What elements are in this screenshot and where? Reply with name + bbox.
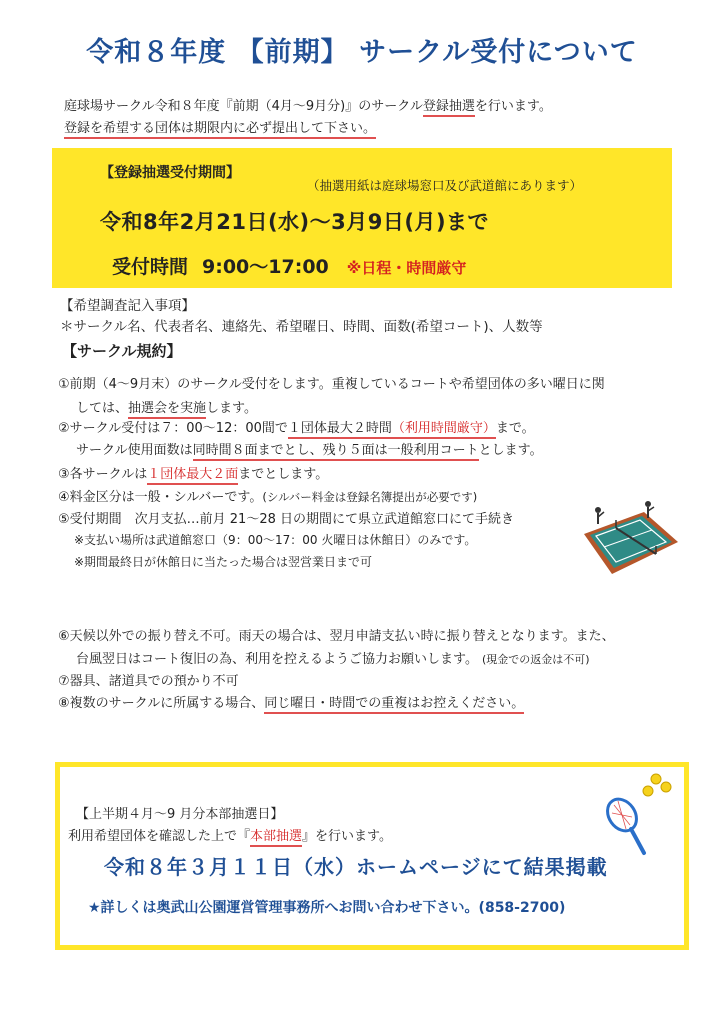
survey-items: ＊サークル名、代表者名、連絡先、希望曜日、時間、面数(希望コート)、人数等 <box>60 319 543 335</box>
tennis-racket-icon <box>600 771 680 861</box>
rule-6-cont <box>76 648 590 667</box>
rule-6-text: 台風翌日はコート復旧の為、利用を控えるようご協力お願いします。 <box>76 652 478 667</box>
rule-2b-highlight: 同時間８面までとし、残り５面は一般利用コート <box>193 443 479 461</box>
registration-hours <box>112 252 466 279</box>
rule-1-cont <box>76 397 257 416</box>
registration-period-box <box>52 148 672 288</box>
rule-5: ⑤受付期間 次月支払…前月 21～28 日の期間にて県立武道館窓口にて手続き <box>58 512 515 527</box>
lottery-box <box>55 762 689 950</box>
rule-1-end: します。 <box>206 401 257 416</box>
rule-2 <box>58 417 535 436</box>
rule-2b-text: サークル使用面数は <box>76 443 193 458</box>
rule-8 <box>58 692 524 711</box>
rule-1-highlight: 抽選会を実施 <box>128 401 206 419</box>
rule-3-end: までとします。 <box>238 467 329 482</box>
rule-4 <box>58 486 477 505</box>
rule-6: ⑥天候以外での振り替え不可。雨天の場合は、翌月申請支払い時に振り替えとなります。また、 <box>58 629 615 644</box>
intro-requirement: 登録を希望する団体は期限内に必ず提出して下さい。 <box>64 121 376 139</box>
rule-2-end: まで。 <box>495 421 535 436</box>
rule-1-text: しては、 <box>76 401 129 416</box>
hours-value: 9:00～17:00 <box>202 256 329 278</box>
lottery-label: 【上半期４月～9 月分本部抽選日】 <box>76 807 284 822</box>
lottery-text <box>68 825 392 844</box>
rule-4-note: (シルバー料金は登録名簿提出が必要です) <box>262 490 478 504</box>
rule-8-highlight: 同じ曜日・時間での重複はお控えください。 <box>264 696 524 714</box>
page-title: 令和８年度 【前期】 サークル受付について <box>86 37 638 68</box>
rule-2b-end: とします。 <box>478 443 543 458</box>
rule-2-text: ②サークル受付は７：00～12：00間で <box>58 421 288 436</box>
intro-text: 庭球場サークル令和８年度『前期（4月～9月分)』のサークル <box>64 99 423 114</box>
intro-line-1 <box>64 96 552 118</box>
rule-2-highlight: １団体最大２時間 <box>288 421 392 439</box>
survey-section <box>60 296 543 338</box>
rule-6-note: (現金での返金は不可) <box>481 653 590 666</box>
registration-note: （抽選用紙は庭球場窓口及び武道館にあります） <box>307 178 583 193</box>
lottery-text-start: 利用希望団体を確認した上で『 <box>68 829 251 844</box>
lottery-date: 令和８年３月１１日（水）ホームページにて結果掲載 <box>104 855 608 879</box>
registration-dates: 令和8年2月21日(水)～3月9日(月)まで <box>100 210 490 234</box>
rule-7: ⑦器具、諸道具での預かり不可 <box>58 674 239 689</box>
survey-heading: 【希望調査記入事項】 <box>60 298 195 314</box>
rule-4-text: ④料金区分は一般・シルバーです。 <box>58 490 263 505</box>
strict-notice: ※日程・時間厳守 <box>346 259 467 277</box>
hours-label: 受付時間 <box>112 256 189 278</box>
rule-3 <box>58 463 328 482</box>
rule-5-note-1: ※支払い場所は武道館窓口（9：00～17：00 火曜日は休館日）のみです。 <box>74 533 477 547</box>
intro-highlight: 登録抽選 <box>423 99 475 117</box>
intro-line-2 <box>64 118 552 140</box>
rule-8-text: ⑧複数のサークルに所属する場合、 <box>58 696 265 711</box>
inquiry-line: ★詳しくは奥武山公園運営管理事務所へお問い合わせ下さい。(858-2700) <box>88 900 566 916</box>
rule-2-strict: （利用時間厳守） <box>392 421 496 439</box>
lottery-highlight: 本部抽選 <box>250 829 302 847</box>
intro-text-end: を行います。 <box>474 99 552 114</box>
rule-2-cont <box>76 439 543 458</box>
registration-label: 【登録抽選受付期間】 <box>100 165 240 181</box>
tennis-court-icon <box>582 498 680 578</box>
rule-5-note-2: ※期間最終日が休館日に当たった場合は翌営業日まで可 <box>74 555 373 569</box>
rule-1: ①前期（4～9月末）のサークル受付をします。重複しているコートや希望団体の多い曜日に関 <box>58 377 605 392</box>
lottery-text-end: 』を行います。 <box>302 829 392 844</box>
rule-3-highlight: １団体最大２面 <box>147 467 238 485</box>
rules-heading: 【サークル規約】 <box>62 342 182 360</box>
rule-3-text: ③各サークルは <box>58 467 148 482</box>
intro <box>64 96 552 140</box>
